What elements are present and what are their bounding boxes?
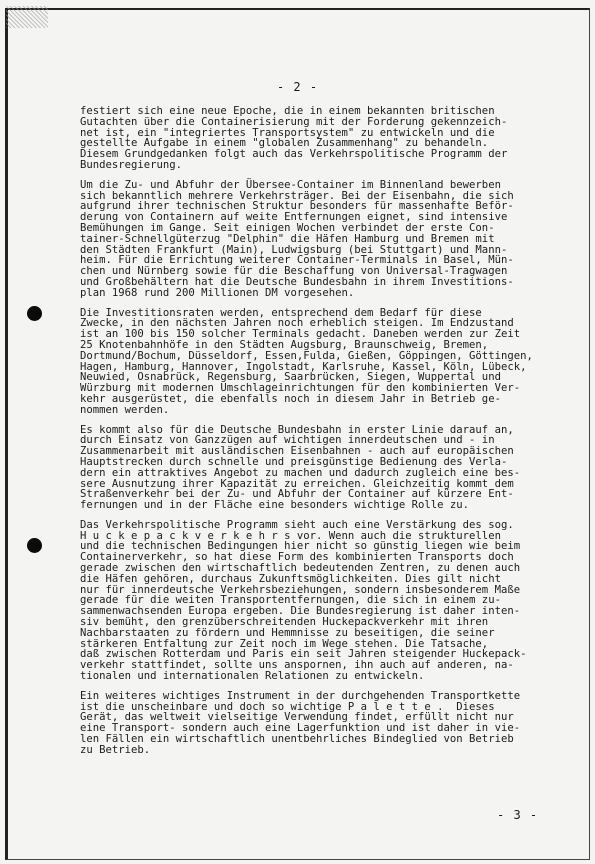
text-line: Bemühungen im Gange. Seit einigen Wochen verbindet der erste Con- (80, 221, 495, 234)
text-line: Bundesregierung. (80, 158, 183, 171)
body-text (80, 106, 550, 765)
text-line: ist die unscheinbare und doch so wichtige P a l e t t e . Dieses (80, 700, 495, 713)
text-line: Gutachten über die Containerisierung mit der Forderung gekennzeich- (80, 115, 508, 128)
scan-artifact (6, 6, 48, 28)
text-line: kehr ausgerüstet, die ebenfalls noch in diesem Jahr in Betrieb ge- (80, 392, 501, 405)
text-line: 25 Knotenbahnhöfe in den Städten Augsburg, Braunschweig, Bremen, (80, 338, 489, 351)
text-line: Containerverkehr, so hat diese Form des kombinierten Transports doch (80, 551, 514, 564)
text-line: Gerät, das weltweit vielseitige Verwendung findet, erfüllt nicht nur (80, 711, 514, 724)
text-line: gestellte Aufgabe in einem "globalen Zusammenhang" zu behandeln. (80, 137, 489, 150)
text-line: Nachbarstaaten zu fördern und Hemmnisse zu beseitigen, die seiner (80, 626, 495, 639)
text-line: stärkeren Entfaltung zur Zeit noch im Wege stehen. Die Tatsache, (80, 637, 489, 650)
text-line: verkehr stattfindet, sollte uns anspornen, ihn auch auf anderen, na- (80, 659, 514, 672)
text-line: siv bemüht, den grenzüberschreitenden Huckepackverkehr mit ihren (80, 616, 489, 629)
text-line: Straßenverkehr bei der Zu- und Abfuhr der Container auf kürzere Ent- (80, 488, 514, 501)
text-line: Diesem Grundgedanken folgt auch das Verkehrspolitische Programm der (80, 148, 508, 161)
page-number-top: - 2 - (276, 80, 319, 94)
text-line: Dortmund/Bochum, Düsseldorf, Essen,Fulda, Gießen, Göppingen, Göttingen, (80, 349, 533, 362)
text-line: Zusammenarbeit mit ausländischen Eisenbahnen - auch auf europäischen (80, 445, 514, 458)
text-line: gerade zwischen den wirtschaftlich bedeutenden Zentren, zu denen auch (80, 562, 521, 575)
text-line: Die Investitionsraten werden, entsprechend dem Bedarf für diese (80, 306, 482, 319)
text-line: plan 1968 rund 200 Millionen DM vorgesehen. (80, 286, 355, 299)
text-line: derung von Containern auf weite Entfernungen eignet, sind intensive (80, 211, 508, 224)
text-line: tainer-Schnellgüterzug "Delphin" die Häfen Hamburg und Bremen mit (80, 232, 495, 245)
text-line: zu Betrieb. (80, 743, 151, 756)
text-line: daß zwischen Rotterdam und Paris ein seit Jahren steigender Huckepack- (80, 648, 527, 661)
text-line: Hauptstrecken durch schnelle und preisgünstige Bedienung des Verla- (80, 455, 508, 468)
paragraph (80, 425, 550, 511)
paragraph (80, 520, 550, 682)
text-line: festiert sich eine neue Epoche, die in einem bekannten britischen (80, 105, 495, 117)
text-line: sammenwachsenden Europa ergeben. Die Bundesregierung ist daher inten- (80, 605, 521, 618)
text-line: tionalen und internationalen Relationen zu entwickeln. (80, 670, 425, 683)
paragraph (80, 308, 550, 416)
text-line: Ein weiteres wichtiges Instrument in der durchgehenden Transportkette (80, 689, 521, 702)
text-line: Hagen, Hamburg, Hannover, Ingolstadt, Karlsruhe, Kassel, Köln, Lübeck, (80, 360, 527, 373)
text-line: nommen werden. (80, 403, 170, 416)
text-line: und Großbehältern hat die Deutsche Bundesbahn in ihrem Investitions- (80, 275, 514, 288)
text-line: durch Einsatz von Ganzzügen auf wichtigen innerdeutschen und - in (80, 434, 495, 447)
text-line: fernungen und in der Fläche eine besonders wichtige Rolle zu. (80, 499, 470, 512)
text-line: sich bekanntlich mehrere Verkehrsträger. Bei der Eisenbahn, die sich (80, 189, 514, 202)
text-line: chen und Nürnberg sowie für die Beschaffung von Universal-Tragwagen (80, 265, 508, 278)
paragraph (80, 106, 550, 171)
text-line: Würzburg mit modernen Umschlageinrichtungen für den kombinierten Ver- (80, 382, 521, 395)
text-line: Zwecke, in den nächsten Jahren noch erheblich steigen. Im Endzustand (80, 317, 514, 330)
text-line: gerade für die weiten Transportentfernungen, die sich in einem zu- (80, 594, 501, 607)
punch-hole (27, 306, 42, 321)
text-line: H u c k e p a c k v e r k e h r s vor. Wenn auch die strukturellen (80, 529, 501, 542)
punch-hole (27, 538, 42, 553)
text-line: eine Transport- sondern auch eine Lagerfunktion und ist daher in vie- (80, 722, 521, 735)
text-line: die Häfen gehören, durchaus Zukunftsmöglichkeiten. Dies gilt nicht (80, 572, 501, 585)
text-line: Um die Zu- und Abfuhr der Übersee-Container im Binnenland bewerben (80, 178, 501, 191)
text-line: Neuwied, Osnabrück, Regensburg, Saarbrücken, Siegen, Wuppertal und (80, 371, 501, 384)
text-line: Es kommt also für die Deutsche Bundesbahn in erster Linie darauf an, (80, 423, 514, 436)
paragraph (80, 691, 550, 756)
page-number-bottom: - 3 - (497, 808, 539, 822)
text-line: nur für innerdeutsche Verkehrsbeziehungen, sondern insbesonderem Maße (80, 583, 521, 596)
text-line: net ist, ein "integriertes Transportsystem" zu entwickeln und die (80, 126, 495, 139)
text-line: Das Verkehrspolitische Programm sieht auch eine Verstärkung des sog. (80, 518, 514, 531)
text-line: aufgrund ihrer technischen Struktur besonders für massenhafte Beför- (80, 200, 514, 213)
text-line: heim. Für die Errichtung weiterer Container-Terminals in Basel, Mün- (80, 254, 514, 267)
paragraph (80, 180, 550, 299)
text-line: sere Ausnutzung ihrer Kapazität zu erreichen. Gleichzeitig kommt dem (80, 477, 514, 490)
text-line: und die technischen Bedingungen hier nicht so günstig liegen wie beim (80, 540, 521, 553)
text-line: len Fällen ein wirtschaftlich unentbehrliches Bindeglied von Betrieb (80, 733, 514, 746)
text-line: ist an 100 bis 150 solcher Terminals gedacht. Daneben werden zur Zeit (80, 328, 521, 341)
text-line: den Städten Frankfurt (Main), Ludwigsburg (bei Stuttgart) und Mann- (80, 243, 508, 256)
text-line: dern ein attraktives Angebot zu machen und dadurch zugleich eine bes- (80, 466, 521, 479)
